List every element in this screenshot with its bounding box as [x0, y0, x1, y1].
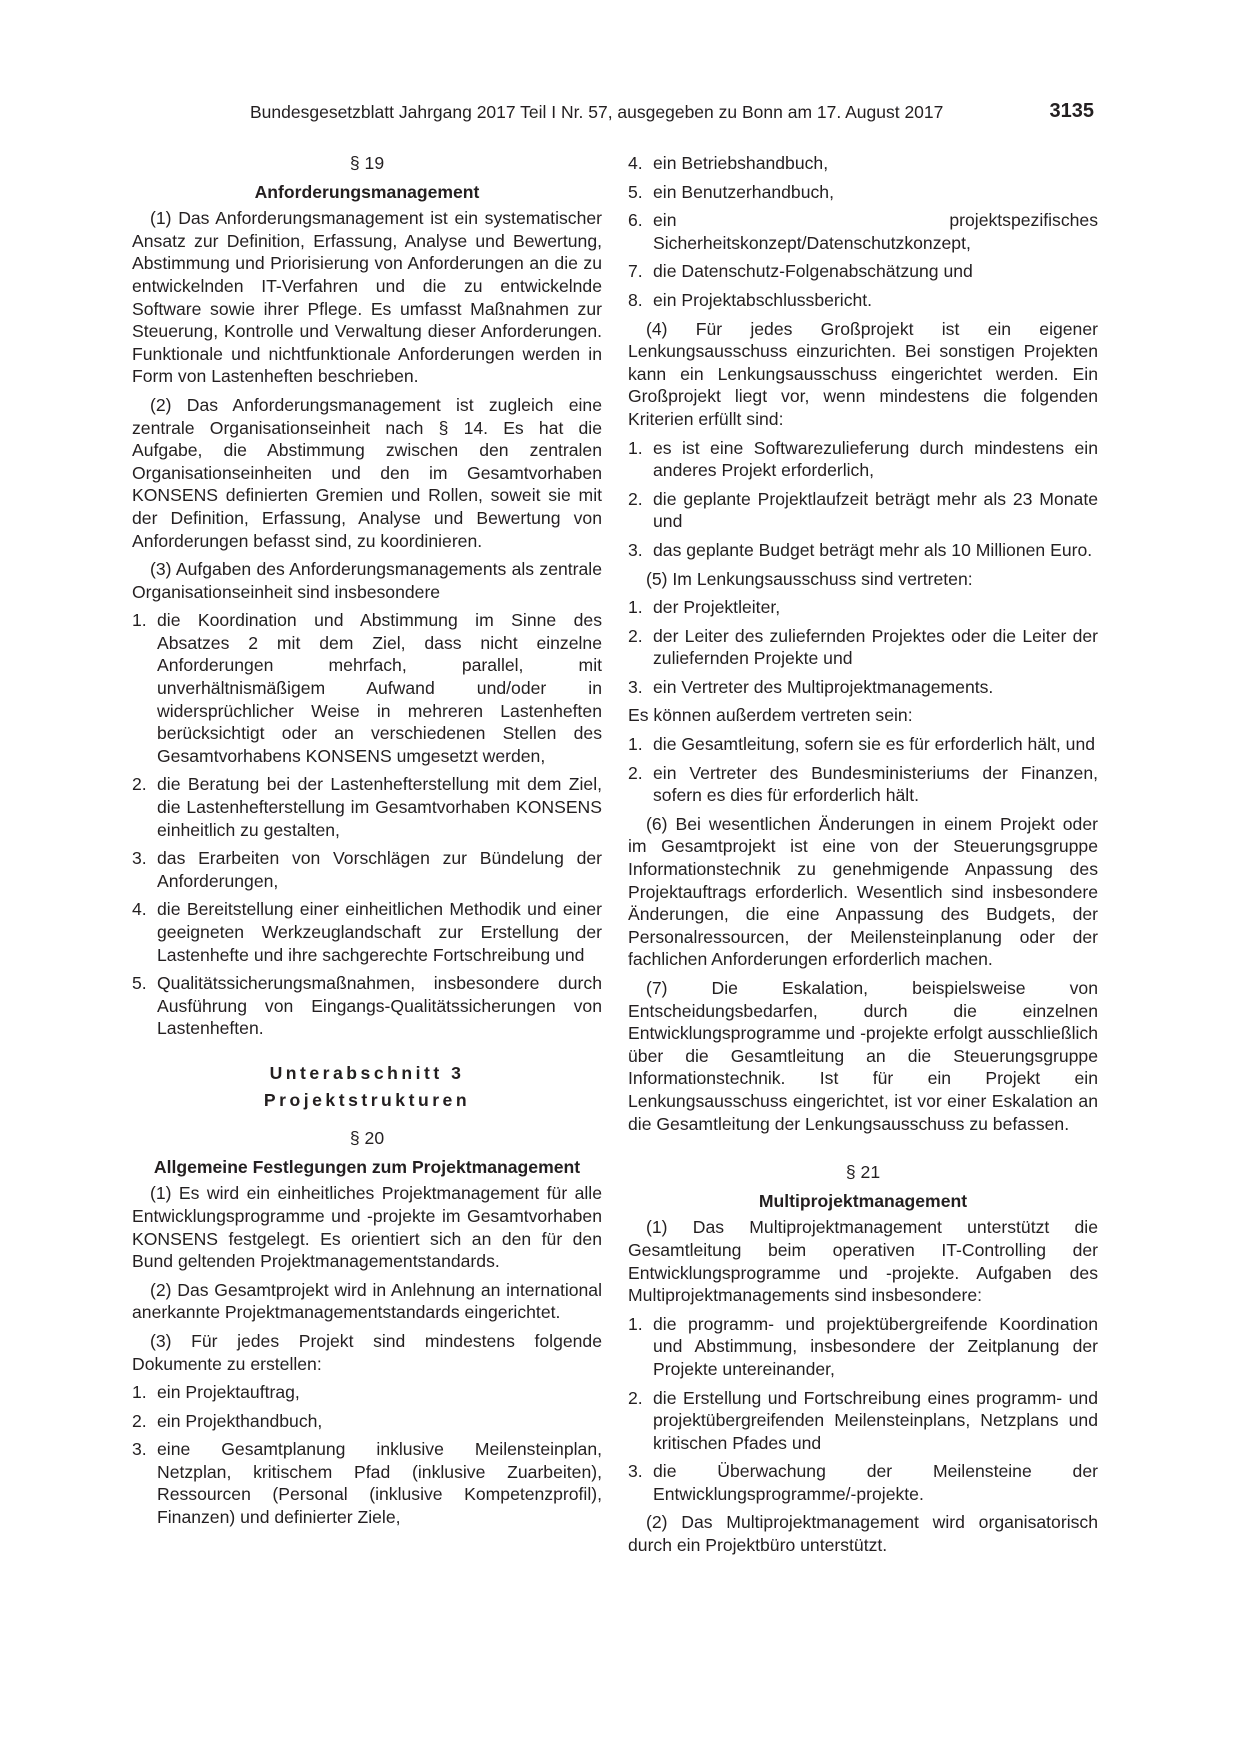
list-item: 2. die Beratung bei der Lastenhefterstellung mit dem Ziel, die Lastenhefterstellung im Gesamtvorhaben KONSENS einheitlich zu gestalten,: [132, 774, 602, 840]
list-item: 2. ein Projekthandbuch,: [132, 1410, 323, 1431]
s20-document-list-continued: [628, 152, 1098, 312]
right-column: [628, 152, 1098, 1563]
s21-paragraph-2: (2) Das Multiprojektmanagement wird organisatorisch durch ein Projektbüro unterstützt.: [628, 1512, 1098, 1556]
s20-criteria-list: [628, 437, 1098, 562]
s20-committee-list: [628, 596, 1098, 698]
list-item: 3. das geplante Budget beträgt mehr als 10 Millionen Euro.: [628, 539, 1093, 560]
left-column: [132, 152, 602, 1535]
list-item: 3. eine Gesamtplanung inklusive Meilensteinplan, Netzplan, kritischem Pfad (inklusive Zuarbeiten), Ressourcen (Personal (inklusive Kompetenzprofil), Finanzen) und definierter Ziele,: [132, 1439, 602, 1528]
s20-document-list: [132, 1381, 602, 1529]
list-item: 1. der Projektleiter,: [628, 597, 781, 618]
s20-paragraph-4: (4) Für jedes Großprojekt ist ein eigener Lenkungsausschuss einzurichten. Bei sonstigen Projekten kann ein Lenkungsausschuss eingerichtet werden. Ein Großprojekt liegt vor, wenn mindestens die folgenden Kriterien erfüllt sind:: [628, 318, 1098, 429]
s20-paragraph-5: (5) Im Lenkungsausschuss sind vertreten:: [646, 568, 973, 589]
s19-paragraph-2: (2) Das Anforderungsmanagement ist zugleich eine zentrale Organisationseinheit nach § 14. Es hat die Aufgabe, die Abstimmung zwischen den zentralen Organisationseinheiten und den im Gesamtvorhaben KONSENS definierten Gremien und Rollen, soweit sie mit der Definition, Erfassung, Analyse und Bewertung von Anforderungen befasst sind, zu koordinieren.: [132, 394, 602, 551]
list-item: 5. ein Benutzerhandbuch,: [628, 181, 834, 202]
subsection-title: Projektstrukturen: [263, 1089, 471, 1110]
list-item: 1. die Gesamtleitung, sofern sie es für erforderlich hält, und: [628, 734, 1096, 755]
list-item: 3. das Erarbeiten von Vorschlägen zur Bündelung der Anforderungen,: [132, 848, 602, 891]
gazette-title: Bundesgesetzblatt Jahrgang 2017 Teil I Nr. 57, ausgegeben zu Bonn am 17. August 2017: [250, 102, 944, 122]
list-item: 5. Qualitätssicherungsmaßnahmen, insbesondere durch Ausführung von Eingangs-Qualitätssicherungen von Lastenheften.: [132, 973, 602, 1039]
s21-paragraph-1: (1) Das Multiprojektmanagement unterstützt die Gesamtleitung beim operativen IT-Controlling der Entwicklungsprogramme und -projekte. Aufgaben des Multiprojektmanagements sind insbesondere:: [628, 1217, 1098, 1306]
list-item: 2. die Erstellung und Fortschreibung eines programm- und projektübergreifenden Meilensteinplans, Netzplans und kritischen Pfades und: [628, 1387, 1098, 1453]
section-19-title: Anforderungsmanagement: [254, 181, 480, 202]
s20-paragraph-1: (1) Es wird ein einheitliches Projektmanagement für alle Entwicklungsprogramme und -projekte im Gesamtvorhaben KONSENS festgelegt. Es orientiert sich an den für den Bund geltenden Projektmanagementstandards.: [132, 1183, 602, 1272]
section-20-number: § 20: [349, 1128, 385, 1149]
s19-list: [132, 609, 602, 1040]
s20-optional-members-list: [628, 733, 1098, 807]
list-item: 3. die Überwachung der Meilensteine der Entwicklungsprogramme/-projekte.: [628, 1461, 1098, 1504]
subsection-heading: Unterabschnitt 3: [269, 1062, 465, 1083]
s20-paragraph-7: (7) Die Eskalation, beispielsweise von Entscheidungsbedarfen, durch die einzelnen Entwicklungsprogramme und -projekte erfolgt ausschließlich über die Gesamtleitung an die Steuerungsgruppe Informationstechnik. Ist für ein Projekt ein Lenkungsausschuss eingerichtet, ist vor einer Eskalation an die Gesamtleitung der Lenkungsausschuss zu befassen.: [628, 978, 1098, 1134]
list-item: 7. die Datenschutz-Folgenabschätzung und: [628, 261, 973, 282]
section-20-title: Allgemeine Festlegungen zum Projektmanagement: [153, 1156, 581, 1177]
list-item: 4. die Bereitstellung einer einheitlichen Methodik und einer geeigneten Werkzeuglandschaft zur Erstellung der Lastenhefte und ihre sachgerechte Fortschreibung und: [132, 899, 602, 965]
s20-paragraph-6: (6) Bei wesentlichen Änderungen in einem Projekt oder im Gesamtprojekt ist eine von der Steuerungsgruppe Informationstechnik zu genehmigende Anpassung des Projektauftrags erforderlich. Wesentlich sind insbesondere Änderungen, die eine Anpassung des Budgets, der Personalressourcen, der Meilensteinplanung oder der fachlichen Anforderungen erforderlich machen.: [628, 813, 1098, 970]
s21-task-list: [628, 1313, 1098, 1506]
s20-paragraph-2: (2) Das Gesamtprojekt wird in Anlehnung an international anerkannte Projektmanagementstandards eingerichtet.: [132, 1279, 602, 1323]
list-item: 2. die geplante Projektlaufzeit beträgt mehr als 23 Monate und: [628, 488, 1098, 532]
page-header: [250, 100, 1094, 124]
section-19-number: § 19: [349, 153, 385, 173]
list-item: 1. es ist eine Softwarezulieferung durch mindestens ein anderes Projekt erforderlich,: [628, 437, 1098, 481]
page-number: 3135: [1049, 100, 1094, 122]
s20-paragraph-3: (3) Für jedes Projekt sind mindestens folgende Dokumente zu erstellen:: [132, 1330, 602, 1374]
list-item: 4. ein Betriebshandbuch,: [628, 153, 829, 173]
section-21-title: Multiprojektmanagement: [758, 1190, 968, 1211]
list-item: 8. ein Projektabschlussbericht.: [628, 289, 873, 310]
list-item: 3. ein Vertreter des Multiprojektmanagements.: [628, 676, 994, 697]
section-21-number: § 21: [845, 1162, 881, 1183]
list-item: 1. die Koordination und Abstimmung im Sinne des Absatzes 2 mit dem Ziel, dass nicht einzelne Anforderungen mehrfach, parallel, mit unverhältnismäßigem Aufwand und/oder in widersprüchlicher Weise in mehreren Lastenheften berücksichtigt oder an verschiedenen Stellen des Gesamtvorhabens KONSENS umgesetzt werden,: [132, 610, 602, 766]
list-item: 1. die programm- und projektübergreifende Koordination und Abstimmung, insbesondere der Zeitplanung der Projekte untereinander,: [628, 1313, 1098, 1379]
s20-optional-members-intro: Es können außerdem vertreten sein:: [628, 705, 913, 726]
list-item: 1. ein Projektauftrag,: [132, 1382, 300, 1403]
list-item: 6. ein projektspezifisches Sicherheitskonzept/Datenschutzkonzept,: [628, 210, 1098, 253]
s19-paragraph-3: (3) Aufgaben des Anforderungsmanagements als zentrale Organisationseinheit sind insbesondere: [132, 559, 602, 602]
list-item: 2. ein Vertreter des Bundesministeriums der Finanzen, sofern es dies für erforderlich hält.: [628, 762, 1098, 806]
list-item: 2. der Leiter des zuliefernden Projektes oder die Leiter der zuliefernden Projekte und: [628, 625, 1098, 669]
s19-paragraph-1: (1) Das Anforderungsmanagement ist ein systematischer Ansatz zur Definition, Erfassung, Analyse und Bewertung, Abstimmung und Priorisierung von Anforderungen an die zu entwickelnden IT-Verfahren und die zu entwickelnde Software sowie ihrer Pflege. Es umfasst Maßnahmen zur Steuerung, Kontrolle und Verwaltung dieser Anforderungen. Funktionale und nichtfunktionale Anforderungen werden in Form von Lastenheften beschrieben.: [132, 208, 602, 387]
